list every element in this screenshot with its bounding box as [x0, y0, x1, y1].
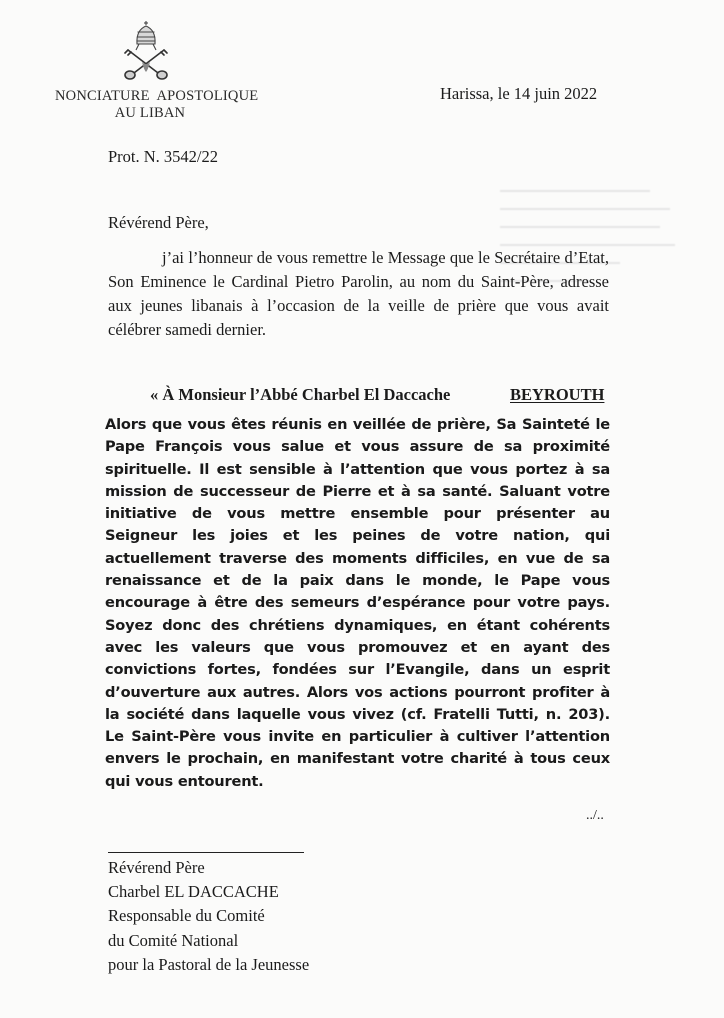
institution-letterhead: [55, 88, 259, 122]
recipient-name: Charbel EL DACCACHE: [108, 882, 279, 902]
message-addressee: « À Monsieur l’Abbé Charbel El Daccache: [150, 385, 451, 404]
continuation-mark: ../..: [586, 808, 604, 823]
signature-divider: [108, 852, 304, 853]
letter-date: Harissa, le 14 juin 2022: [440, 84, 598, 103]
salutation: Révérend Père,: [108, 213, 209, 232]
papal-coat-of-arms-icon: [120, 20, 172, 82]
recipient-role: Responsable du Comité: [108, 906, 265, 926]
message-city: BEYROUTH: [510, 385, 605, 404]
recipient-title: Révérend Père: [108, 858, 205, 877]
recipient-department: pour la Pastoral de la Jeunesse: [108, 954, 310, 974]
protocol-number: Prot. N. 3542/22: [108, 147, 219, 166]
recipient-block: [108, 856, 309, 977]
recipient-committee: du Comité National: [108, 930, 239, 950]
institution-name: NONCIATURE APOSTOLIQUE: [55, 88, 259, 104]
message-body: Alors que vous êtes réunis en veillée de prière, Sa Sainteté le Pape François vous salue et vous assure de sa proximité spirituelle. Il est sensible à l’attention que vous portez à sa mission de successeur de Pierre et à sa santé. Saluant votre initiative de vous mettre ensemble pour présenter au Seigneur les joies et les peines de votre nation, qui actuellement traverse des moments difficiles, en vue de sa renaissance et de la paix dans le monde, le Pape vous encourage à être des semeurs d’espérance pour votre pays. Soyez donc des chrétiens dynamiques, en étant cohérents avec les valeurs que vous promouvez et en ayant des convictions fortes, fondées sur l’Evangile, dans un esprit d’ouverture aux autres. Alors vos actions pourront profiter à la société dans laquelle vous vivez (cf. Fratelli Tutti, n. 203). Le Saint-Père vous invite en particulier à cultiver l’attention envers le prochain, en manifestant votre charité à tous ceux qui vous entourent.: [105, 416, 610, 790]
intro-paragraph: j’ai l’honneur de vous remettre le Message que le Secrétaire d’Etat, Son Eminence le Cardinal Pietro Parolin, au nom du Saint-Père, adresse aux jeunes libanais à l’occasion de la veille de prière que vous avait célébrer samedi dernier.: [108, 248, 609, 339]
institution-location: AU LIBAN: [114, 105, 186, 121]
